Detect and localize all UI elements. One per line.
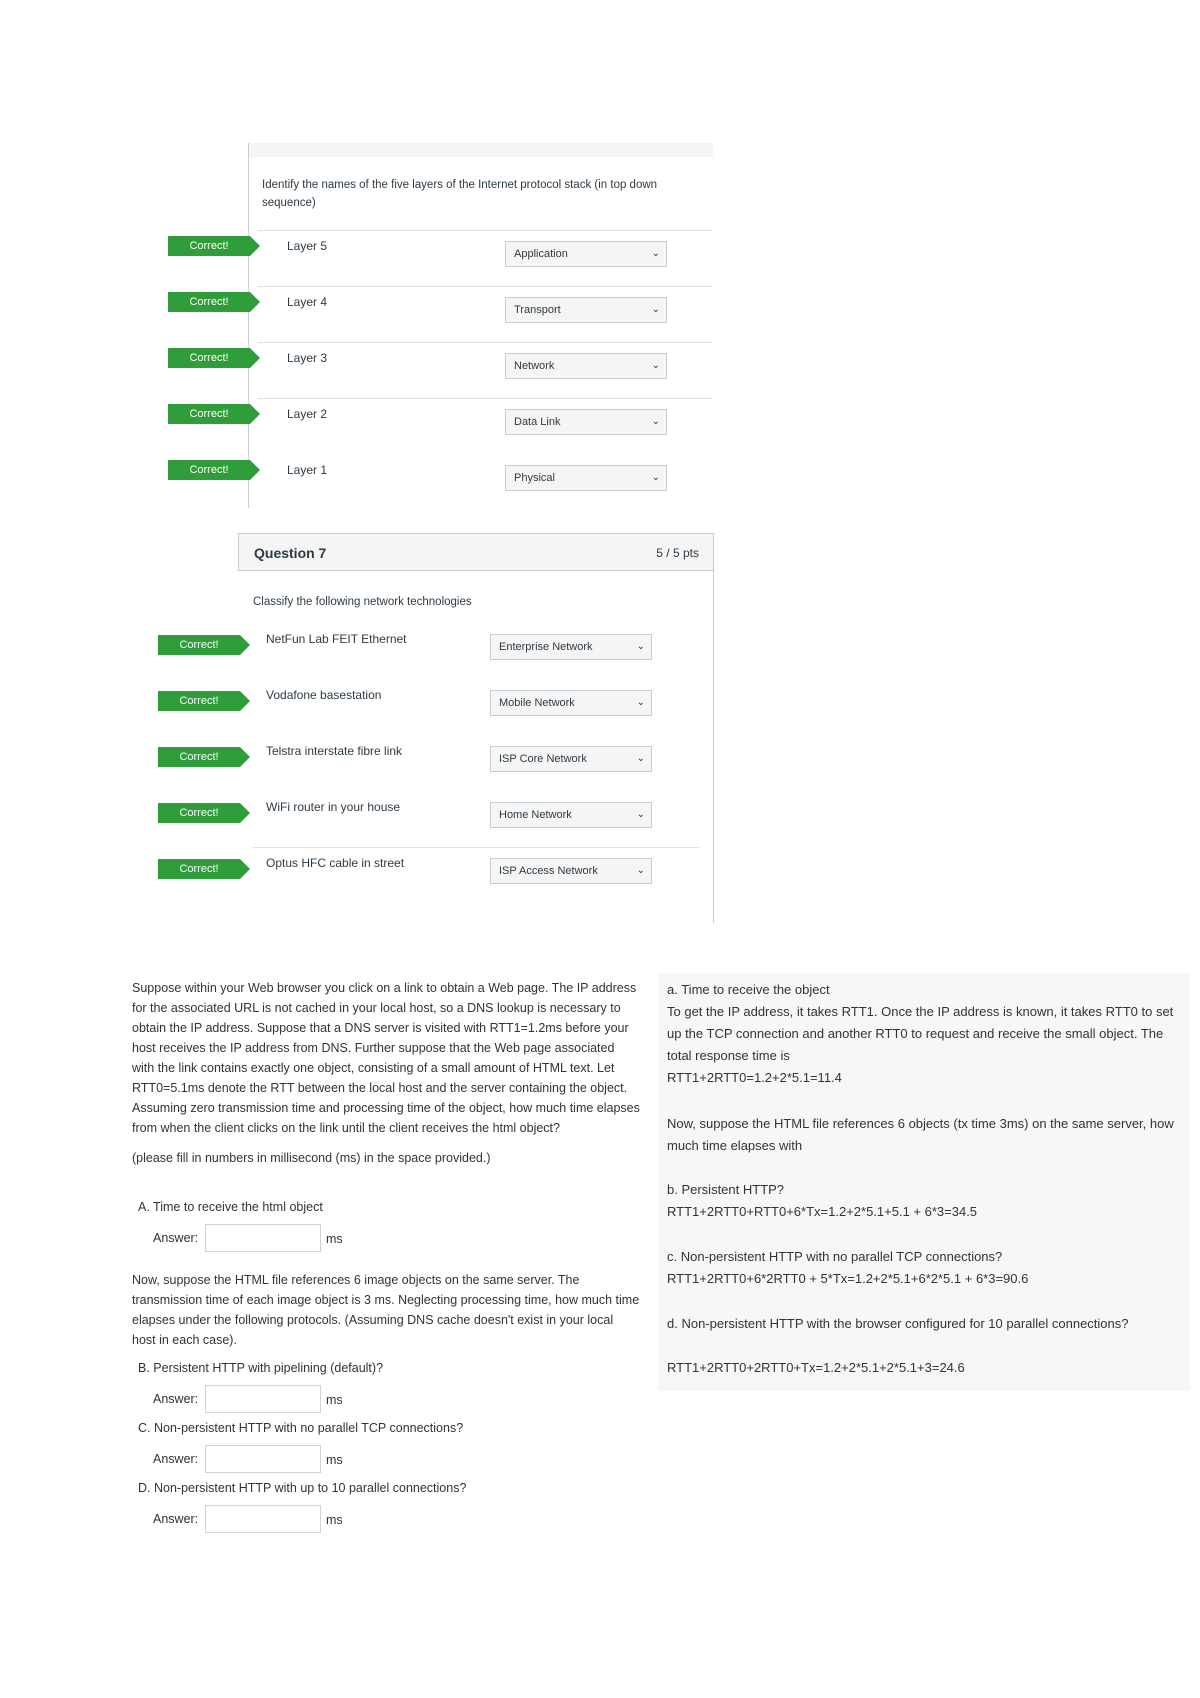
divider [258,398,713,399]
row-label: Optus HFC cable in street [266,856,405,870]
answer-select[interactable]: Home Network ⌄ [490,802,652,828]
answer-select[interactable]: Physical ⌄ [505,465,667,491]
unit-label: ms [326,1232,343,1246]
solution-a-title: a. Time to receive the object [667,982,830,997]
row-label: Layer 5 [287,239,328,253]
row-label: NetFun Lab FEIT Ethernet [266,632,407,646]
answer-select[interactable]: Mobile Network ⌄ [490,690,652,716]
correct-badge: Correct! [158,859,240,879]
answer-label: Answer: [153,1231,199,1245]
answer-select[interactable]: Transport ⌄ [505,297,667,323]
solution-c-title: c. Non-persistent HTTP with no parallel TCP connections? [667,1249,1003,1264]
correct-badge: Correct! [158,691,240,711]
correct-badge: Correct! [168,292,250,312]
question-b: B. Persistent HTTP with pipelining (default)? [138,1361,384,1375]
solution-a-body: To get the IP address, it takes RTT1. Once the IP address is known, it takes RTT0 to set up the TCP connection and another RTT0 to request and receive the small object. The total response time is [667,1004,1174,1063]
solution-b-formula: RTT1+2RTT0+RTT0+6*Tx=1.2+2*5.1+5.1 + 6*3=34.5 [667,1204,978,1219]
solution-intro: Now, suppose the HTML file references 6 objects (tx time 3ms) on the same server, how much time elapses with [667,1116,1174,1153]
chevron-down-icon: ⌄ [651,360,660,371]
chevron-down-icon: ⌄ [651,472,660,483]
chevron-down-icon: ⌄ [636,697,645,708]
chevron-down-icon: ⌄ [636,809,645,820]
answer-select[interactable]: Data Link ⌄ [505,409,667,435]
question-points: 5 / 5 pts [656,546,699,560]
row-label: Layer 2 [287,407,328,421]
answer-input-b[interactable] [205,1385,321,1413]
answer-select[interactable]: ISP Access Network ⌄ [490,858,652,884]
correct-badge: Correct! [168,460,250,480]
question-title: Question 7 [254,545,327,561]
question-c: C. Non-persistent HTTP with no parallel TCP connections? [138,1421,464,1435]
solution-panel [658,973,1190,1391]
chevron-down-icon: ⌄ [636,641,645,652]
answer-row [253,791,699,847]
solution-c-formula: RTT1+2RTT0+6*2RTT0 + 5*Tx=1.2+2*5.1+6*2*5.1 + 6*3=90.6 [667,1271,1029,1286]
question-d: D. Non-persistent HTTP with up to 10 parallel connections? [138,1481,467,1495]
answer-input-a[interactable] [205,1224,321,1252]
divider [713,571,714,923]
correct-badge: Correct! [158,747,240,767]
answer-row [253,679,699,735]
instruction-text: (please fill in numbers in millisecond (ms) in the space provided.) [132,1151,491,1165]
answer-select[interactable]: Enterprise Network ⌄ [490,634,652,660]
chevron-down-icon: ⌄ [636,865,645,876]
solution-a-formula: RTT1+2RTT0=1.2+2*5.1=11.4 [667,1070,842,1085]
answer-row [258,398,713,454]
solution-d-title: d. Non-persistent HTTP with the browser configured for 10 parallel connections? [667,1316,1129,1331]
question-paragraph: Now, suppose the HTML file references 6 image objects on the same server. The transmission time of each image object is 3 ms. Neglecting processing time, how much time elapses under the following protocols. (Assuming DNS cache doesn't exist in your local host in each case). [132,1273,640,1347]
answer-row [258,230,713,286]
divider [258,230,713,231]
answer-label: Answer: [153,1392,199,1406]
unit-label: ms [326,1393,343,1407]
divider [258,342,713,343]
correct-badge: Correct! [158,635,240,655]
chevron-down-icon: ⌄ [651,248,660,259]
question-6-header-strip [248,143,713,157]
unit-label: ms [326,1453,343,1467]
answer-select[interactable]: Application ⌄ [505,241,667,267]
divider [253,847,699,848]
correct-badge: Correct! [168,236,250,256]
solution-d-formula: RTT1+2RTT0+2RTT0+Tx=1.2+2*5.1+2*5.1+3=24.6 [667,1360,965,1375]
answer-select[interactable]: ISP Core Network ⌄ [490,746,652,772]
solution-b-title: b. Persistent HTTP? [667,1182,785,1197]
row-label: Layer 4 [287,295,328,309]
answer-select[interactable]: Network ⌄ [505,353,667,379]
answer-row [253,735,699,791]
answer-row [258,286,713,342]
row-label: WiFi router in your house [266,800,401,814]
row-label: Layer 3 [287,351,328,365]
answer-row [253,847,699,903]
answer-input-c[interactable] [205,1445,321,1473]
divider [258,286,713,287]
answer-row [258,454,713,510]
row-label: Telstra interstate fibre link [266,744,403,758]
question-6-prompt: Identify the names of the five layers of the Internet protocol stack (in top down sequence) [262,179,658,209]
chevron-down-icon: ⌄ [651,304,660,315]
question-7-prompt: Classify the following network technologies [253,596,472,608]
answer-label: Answer: [153,1512,199,1526]
question-7-block [238,533,714,923]
correct-badge: Correct! [168,404,250,424]
correct-badge: Correct! [158,803,240,823]
correct-badge: Correct! [168,348,250,368]
question-6-block [248,143,713,508]
answer-input-d[interactable] [205,1505,321,1533]
row-label: Vodafone basestation [266,688,382,702]
answer-row [258,342,713,398]
row-label: Layer 1 [287,463,328,477]
unit-label: ms [326,1513,343,1527]
question-paragraph: Suppose within your Web browser you click on a link to obtain a Web page. The IP address for the associated URL is not cached in your local host, so a DNS lookup is necessary to obtain the IP address. Suppose that a DNS server is visited with RTT1=1.2ms before your host receives the IP address from DNS. Further suppose that the Web page associated with the link contains exactly one object, consisting of a small amount of HTML text. Let RTT0=5.1ms denote the RTT between the local host and the server containing the object. Assuming zero transmission time and processing time of the object, how much time elapses from when the client clicks on the link until the client receives the html object? [132,981,640,1135]
question-7-header [238,533,714,571]
answer-label: Answer: [153,1452,199,1466]
chevron-down-icon: ⌄ [651,416,660,427]
question-a: A. Time to receive the html object [138,1200,323,1214]
chevron-down-icon: ⌄ [636,753,645,764]
question-text [132,978,640,1178]
answer-row [253,623,699,679]
divider [248,143,249,508]
